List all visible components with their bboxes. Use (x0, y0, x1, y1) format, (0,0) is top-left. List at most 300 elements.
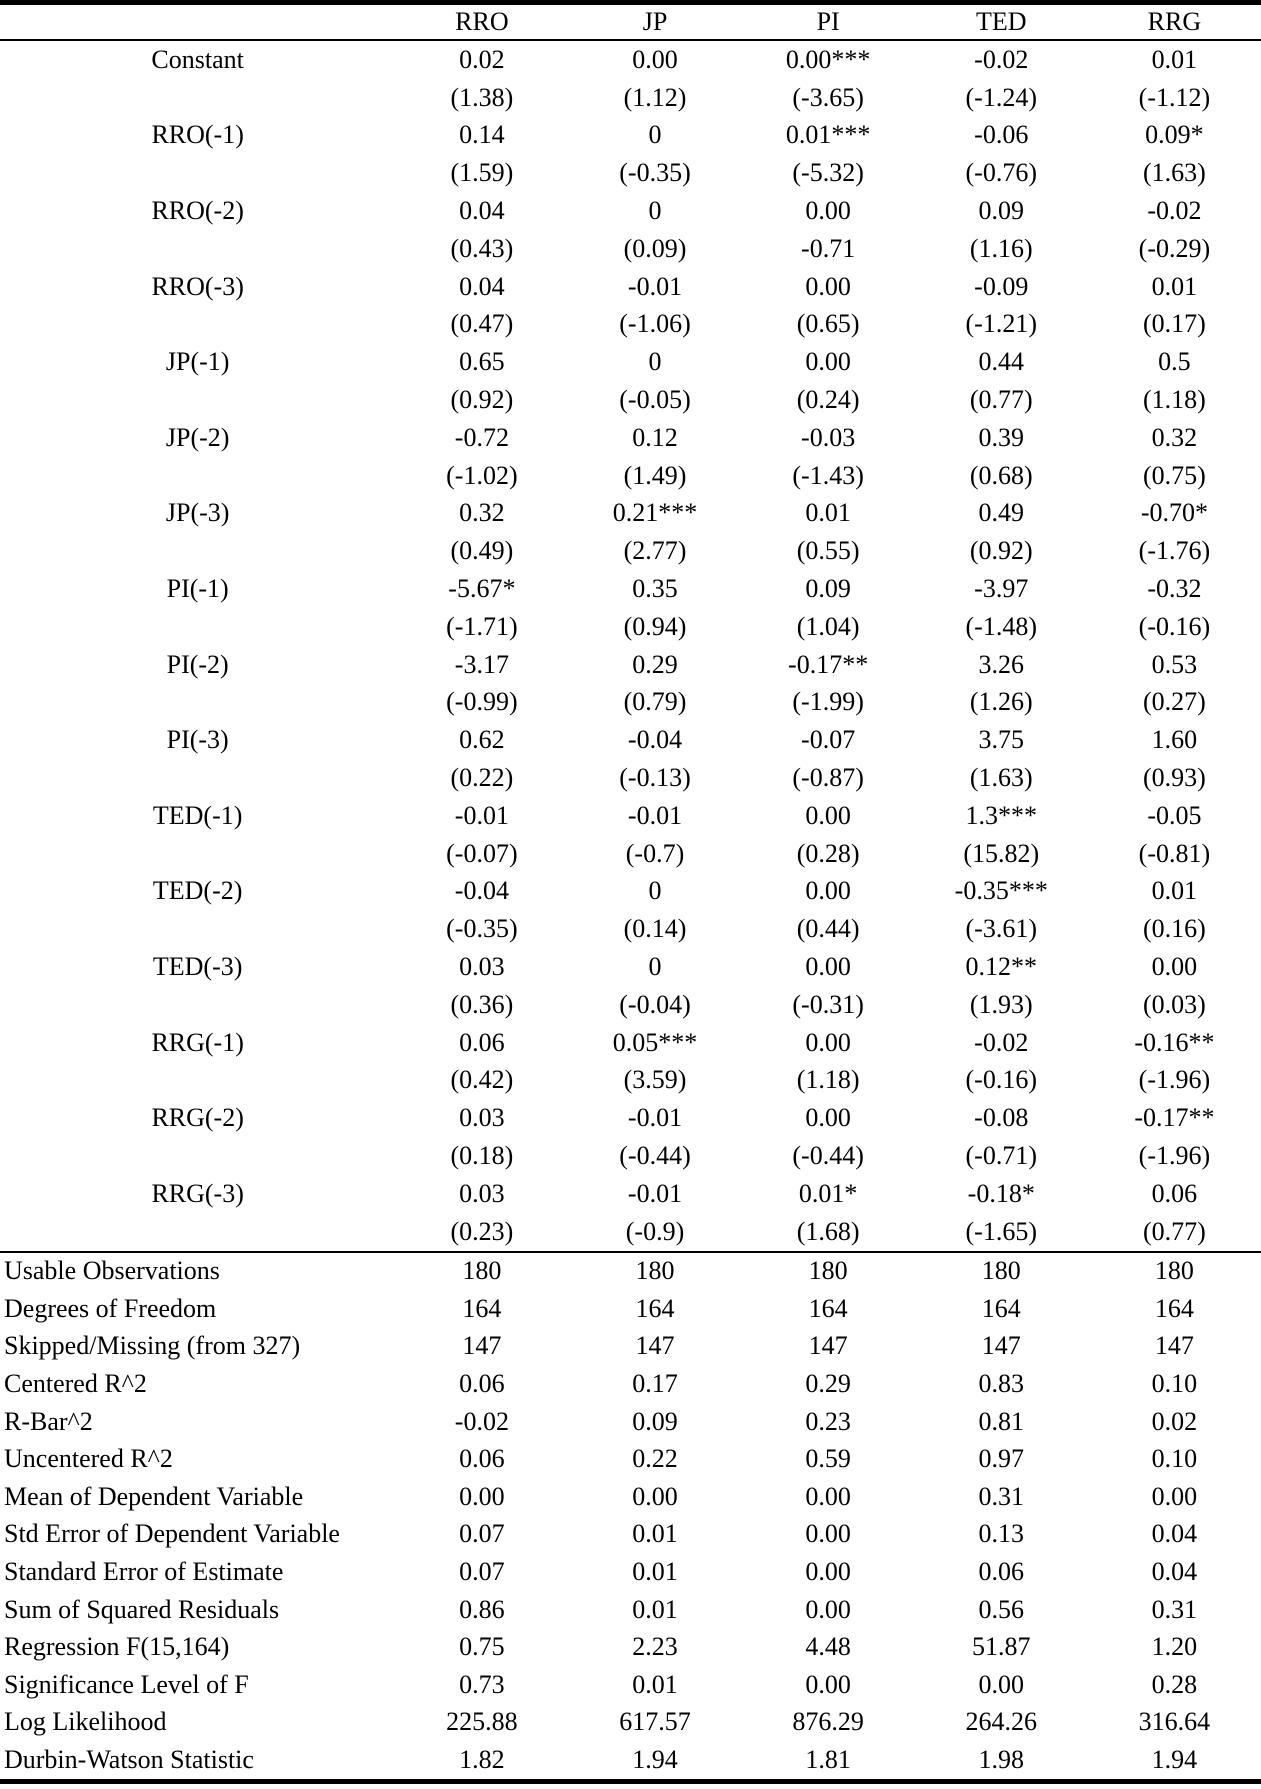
row-label: PI(-3) (166, 725, 229, 755)
summary-row (0, 1403, 1261, 1441)
summary-value-cell: 0.06 (459, 1369, 505, 1399)
tstat-row (0, 457, 1261, 495)
row-label: RRO(-1) (151, 120, 244, 150)
summary-row (0, 1478, 1261, 1516)
coefficient-row (0, 873, 1261, 911)
coefficient-cell: 0.01* (798, 1178, 858, 1208)
summary-value-cell: 0.81 (978, 1406, 1024, 1436)
row-label: TED(-3) (152, 952, 243, 982)
coefficient-cell: 0.12** (965, 952, 1037, 982)
tstat-cell: (-1.02) (446, 460, 518, 490)
tstat-cell: (-1.76) (1138, 536, 1211, 566)
row-label: JP(-3) (165, 498, 230, 528)
tstat-cell: (-1.96) (1138, 1065, 1211, 1095)
coefficient-cell: -0.70* (1140, 498, 1208, 528)
coefficient-cell: 0.00 (805, 271, 851, 301)
tstat-row (0, 608, 1261, 646)
coefficient-cell: 0.35 (632, 574, 678, 604)
tstat-cell: (-0.05) (619, 385, 691, 415)
tstat-cell: (0.16) (1142, 914, 1206, 944)
tstat-cell: (-0.81) (1138, 838, 1211, 868)
tstat-cell: (1.38) (450, 82, 514, 112)
row-label-empty (0, 532, 395, 570)
summary-value-cell: 180 (915, 1252, 1088, 1291)
tstat-cell: (-1.71) (446, 611, 518, 641)
tstat-cell: (0.44) (796, 914, 860, 944)
column-header-jp: JP (568, 3, 741, 41)
coefficient-cell: 1.60 (1151, 725, 1198, 755)
coefficient-cell: 0.09 (805, 574, 851, 604)
tstat-cell: (-0.35) (619, 158, 691, 188)
summary-value-cell: 51.87 (972, 1632, 1031, 1662)
coefficient-cell: 0.06 (459, 1027, 505, 1057)
tstat-cell: (-1.12) (1138, 82, 1211, 112)
row-label: TED(-2) (152, 876, 243, 906)
row-label-empty (0, 306, 395, 344)
row-label-empty (0, 986, 395, 1024)
row-label-empty (0, 79, 395, 117)
row-label: TED(-1) (152, 800, 243, 830)
tstat-cell: (-5.32) (792, 158, 864, 188)
tstat-cell: (-1.06) (619, 309, 691, 339)
coefficient-cell: -0.16** (1134, 1027, 1215, 1057)
summary-value-cell: 0.00 (805, 1594, 851, 1624)
summary-label: Standard Error of Estimate (4, 1557, 284, 1587)
coefficient-cell: 0.06 (1151, 1178, 1198, 1208)
summary-value-cell: 1.98 (978, 1745, 1024, 1775)
coefficient-row (0, 1024, 1261, 1062)
summary-value-cell: 0.00 (805, 1519, 851, 1549)
tstat-cell: (0.14) (623, 914, 687, 944)
summary-value-cell: 0.01 (632, 1669, 678, 1699)
summary-label: Usable Observations (0, 1252, 395, 1291)
coefficient-cell: -0.04 (627, 725, 683, 755)
tstat-cell: (-1.43) (792, 460, 864, 490)
coefficient-row (0, 192, 1261, 230)
summary-row (0, 1704, 1261, 1742)
summary-value-cell: 147 (981, 1331, 1021, 1361)
tstat-cell: (1.63) (1142, 158, 1206, 188)
tstat-row (0, 1137, 1261, 1175)
tstat-row (0, 1213, 1261, 1252)
tstat-cell: (1.04) (796, 611, 860, 641)
tstat-cell: (-0.13) (619, 763, 691, 793)
coefficient-row (0, 1175, 1261, 1213)
row-label: RRG(-3) (151, 1178, 244, 1208)
summary-value-cell: 0.29 (805, 1369, 851, 1399)
coefficient-cell: -0.01 (627, 271, 683, 301)
summary-label: Degrees of Freedom (4, 1293, 217, 1323)
summary-value-cell: 0.59 (805, 1444, 851, 1474)
tstat-cell: (1.12) (623, 82, 687, 112)
tstat-cell: (-0.99) (446, 687, 518, 717)
coefficient-row (0, 797, 1261, 835)
summary-value-cell: 164 (981, 1293, 1021, 1323)
coefficient-cell: 0.00 (632, 44, 678, 74)
row-label-empty (0, 230, 395, 268)
summary-row (0, 1440, 1261, 1478)
summary-row (0, 1252, 1261, 1291)
summary-value-cell: 0.06 (459, 1444, 505, 1474)
tstat-cell: (0.28) (796, 838, 860, 868)
row-label-empty (0, 835, 395, 873)
coefficient-cell: -0.07 (801, 725, 856, 755)
summary-value-cell: 180 (1088, 1252, 1261, 1291)
row-label-empty (0, 154, 395, 192)
tstat-cell: (0.93) (1142, 763, 1206, 793)
tstat-row (0, 532, 1261, 570)
summary-row (0, 1516, 1261, 1554)
tstat-row (0, 986, 1261, 1024)
coefficient-cell: 0.02 (459, 44, 505, 74)
coefficient-cell: 0.14 (459, 120, 505, 150)
tstat-cell: (0.24) (796, 385, 860, 415)
row-label: RRG(-2) (151, 1103, 244, 1133)
summary-value-cell: 147 (808, 1331, 848, 1361)
tstat-cell: (-0.29) (1138, 233, 1211, 263)
row-label-empty (0, 759, 395, 797)
coefficient-cell: 0.09 (978, 196, 1024, 226)
tstat-row (0, 381, 1261, 419)
summary-value-cell: 1.81 (805, 1745, 851, 1775)
coefficient-cell: 0.00 (805, 347, 851, 377)
coefficient-cell: -0.18* (967, 1178, 1035, 1208)
tstat-cell: (-0.04) (619, 989, 691, 1019)
coefficient-cell: -0.01 (454, 800, 509, 830)
coefficient-cell: 0.03 (459, 952, 505, 982)
tstat-cell: (-0.76) (965, 158, 1037, 188)
summary-value-cell: 1.20 (1151, 1632, 1198, 1662)
tstat-cell: (-0.31) (792, 989, 864, 1019)
tstat-cell: (-1.24) (965, 82, 1037, 112)
coefficient-row (0, 268, 1261, 306)
summary-value-cell: 264.26 (965, 1707, 1037, 1737)
summary-row (0, 1290, 1261, 1328)
tstat-row (0, 910, 1261, 948)
coefficient-cell: 1.3*** (965, 800, 1037, 830)
tstat-cell: (0.17) (1142, 309, 1206, 339)
coefficient-cell: 0 (648, 196, 662, 226)
summary-value-cell: 1.94 (632, 1745, 678, 1775)
summary-value-cell: 2.23 (632, 1632, 678, 1662)
coefficient-cell: 0.09* (1145, 120, 1204, 150)
coefficient-cell: 0.32 (459, 498, 505, 528)
coefficient-cell: 0.62 (459, 725, 505, 755)
summary-value-cell: 164 (635, 1293, 675, 1323)
coefficient-cell: 0.01*** (785, 120, 871, 150)
row-label-empty (0, 910, 395, 948)
coefficient-cell: 0.00 (805, 952, 851, 982)
tstat-cell: (-1.99) (792, 687, 864, 717)
coefficient-cell: 0.03 (459, 1178, 505, 1208)
summary-value-cell: 0.00 (459, 1481, 505, 1511)
tstat-cell: (0.43) (450, 233, 514, 263)
summary-value-cell: 164 (1154, 1293, 1194, 1323)
summary-row (0, 1553, 1261, 1591)
coefficient-cell: 0.00 (1151, 952, 1198, 982)
summary-row (0, 1365, 1261, 1403)
coefficient-row (0, 495, 1261, 533)
summary-value-cell: 0.56 (978, 1594, 1024, 1624)
tstat-cell: (0.36) (450, 989, 514, 1019)
summary-label: Uncentered R^2 (4, 1444, 173, 1474)
summary-value-cell: 0.31 (978, 1481, 1024, 1511)
summary-label: Std Error of Dependent Variable (4, 1519, 340, 1549)
summary-value-cell: 0.00 (805, 1481, 851, 1511)
tstat-cell: (1.26) (969, 687, 1033, 717)
summary-label: Sum of Squared Residuals (4, 1594, 280, 1624)
coefficient-cell: 0.04 (459, 271, 505, 301)
summary-value-cell: 0.00 (1151, 1481, 1198, 1511)
tstat-row (0, 306, 1261, 344)
tstat-row (0, 759, 1261, 797)
tstat-cell: (1.68) (796, 1216, 860, 1246)
tstat-cell: (1.49) (623, 460, 687, 490)
coefficient-cell: 0 (648, 952, 662, 982)
summary-value-cell: 0.97 (978, 1444, 1024, 1474)
coefficient-cell: 0.00 (805, 876, 851, 906)
summary-value-cell: 0.83 (978, 1369, 1024, 1399)
summary-label: Log Likelihood (4, 1707, 167, 1737)
summary-label: Mean of Dependent Variable (4, 1481, 304, 1511)
row-label-empty (0, 608, 395, 646)
coefficient-cell: 0.39 (978, 422, 1024, 452)
tstat-cell: (1.18) (796, 1065, 860, 1095)
coefficient-cell: 0.01 (1151, 44, 1198, 74)
summary-value-cell: 0.01 (632, 1594, 678, 1624)
summary-row (0, 1666, 1261, 1704)
coefficient-row (0, 646, 1261, 684)
tstat-cell: (-0.44) (792, 1141, 864, 1170)
summary-row (0, 1328, 1261, 1366)
tstat-cell: (-1.48) (965, 611, 1037, 641)
coefficient-cell: 3.26 (978, 649, 1024, 679)
summary-value-cell: 0.73 (459, 1669, 505, 1699)
coefficient-cell: 0.00*** (785, 44, 871, 74)
coefficient-cell: 0.5 (1158, 347, 1191, 377)
coefficient-cell: 0.12 (632, 422, 678, 452)
column-header-rrg: RRG (1088, 3, 1261, 41)
tstat-cell: (0.65) (796, 309, 860, 339)
summary-value-cell: 316.64 (1138, 1707, 1211, 1737)
column-header-ted: TED (915, 3, 1088, 41)
tstat-cell: (1.16) (969, 233, 1033, 263)
coefficient-row (0, 1099, 1261, 1137)
row-label: RRO(-2) (151, 196, 244, 226)
coefficient-cell: 0.01 (1151, 271, 1198, 301)
summary-label: R-Bar^2 (4, 1406, 93, 1436)
summary-label: Durbin-Watson Statistic (4, 1745, 254, 1775)
row-label: PI(-1) (166, 574, 229, 604)
summary-value-cell: 147 (1154, 1331, 1194, 1361)
tstat-cell: (0.09) (623, 233, 687, 263)
summary-value-cell: 0.75 (459, 1632, 505, 1662)
coefficient-row (0, 721, 1261, 759)
summary-value-cell: 0.07 (459, 1557, 505, 1587)
summary-value-cell: 0.07 (459, 1519, 505, 1549)
tstat-cell: (0.18) (450, 1141, 514, 1170)
coefficient-cell: 0.53 (1151, 649, 1198, 679)
summary-label: Significance Level of F (4, 1669, 249, 1699)
coefficient-cell: 0.04 (459, 196, 505, 226)
tstat-cell: (-0.9) (625, 1216, 685, 1246)
row-label: RRG(-1) (151, 1027, 244, 1057)
tstat-cell: (0.92) (969, 536, 1033, 566)
summary-value-cell: 180 (568, 1252, 741, 1291)
summary-value-cell: 0.10 (1151, 1369, 1198, 1399)
summary-value-cell: -0.02 (454, 1406, 509, 1436)
summary-value-cell: 0.86 (459, 1594, 505, 1624)
coefficient-cell: 0.29 (632, 649, 678, 679)
tstat-cell: -0.71 (801, 233, 856, 263)
summary-value-cell: 0.23 (805, 1406, 851, 1436)
coefficient-row (0, 419, 1261, 457)
coefficient-cell: -0.17** (788, 649, 869, 679)
coefficient-cell: 0.00 (805, 196, 851, 226)
coefficient-cell: 0.00 (805, 1103, 851, 1133)
summary-value-cell: 0.00 (632, 1481, 678, 1511)
coefficient-cell: -0.01 (627, 800, 683, 830)
coefficient-row (0, 40, 1261, 79)
summary-value-cell: 0.00 (978, 1669, 1024, 1699)
tstat-cell: (0.42) (450, 1065, 514, 1095)
tstat-cell: (3.59) (623, 1065, 687, 1095)
tstat-cell: (15.82) (963, 838, 1040, 868)
summary-value-cell: 0.09 (632, 1406, 678, 1436)
coefficient-row (0, 948, 1261, 986)
row-label: JP(-2) (165, 422, 230, 452)
tstat-cell: (-1.21) (965, 309, 1037, 339)
coefficient-cell: -0.02 (974, 1027, 1029, 1057)
summary-value-cell: 180 (742, 1252, 915, 1291)
coefficient-cell: 0.32 (1151, 422, 1198, 452)
coefficient-cell: 3.75 (978, 725, 1024, 755)
tstat-cell: (1.18) (1142, 385, 1206, 415)
coefficient-row (0, 343, 1261, 381)
column-header-pi: PI (742, 3, 915, 41)
tstat-cell: (0.27) (1142, 687, 1206, 717)
tstat-cell: (-0.16) (1138, 611, 1211, 641)
coefficient-cell: -0.06 (974, 120, 1029, 150)
row-label-empty (0, 1062, 395, 1100)
tstat-cell: (-0.16) (965, 1065, 1037, 1095)
summary-value-cell: 225.88 (446, 1707, 518, 1737)
summary-value-cell: 1.94 (1151, 1745, 1198, 1775)
summary-value-cell: 0.28 (1151, 1669, 1198, 1699)
tstat-cell: (0.55) (796, 536, 860, 566)
summary-value-cell: 0.22 (632, 1444, 678, 1474)
row-label: JP(-1) (165, 347, 230, 377)
tstat-cell: (-0.87) (792, 763, 864, 793)
summary-value-cell: 0.00 (805, 1669, 851, 1699)
summary-value-cell: 4.48 (805, 1632, 851, 1662)
summary-value-cell: 164 (808, 1293, 848, 1323)
coefficient-cell: 0.00 (805, 800, 851, 830)
tstat-cell: (0.47) (450, 309, 514, 339)
tstat-cell: (-1.96) (1138, 1141, 1211, 1170)
summary-value-cell: 1.82 (459, 1745, 505, 1775)
summary-value-cell: 0.04 (1151, 1557, 1198, 1587)
coefficient-cell: -0.35*** (954, 876, 1048, 906)
tstat-row (0, 154, 1261, 192)
tstat-cell: (0.23) (450, 1216, 514, 1246)
coefficient-cell: -3.17 (454, 649, 509, 679)
tstat-cell: (-1.65) (965, 1216, 1037, 1246)
tstat-cell: (-0.07) (446, 838, 518, 868)
tstat-cell: (0.75) (1142, 460, 1206, 490)
summary-row (0, 1591, 1261, 1629)
tstat-cell: (0.68) (969, 460, 1033, 490)
summary-label: Centered R^2 (4, 1369, 147, 1399)
coefficient-cell: -0.72 (454, 422, 509, 452)
coefficient-cell: 0.21*** (612, 498, 698, 528)
coefficient-cell: -0.02 (974, 44, 1029, 74)
row-label: Constant (151, 44, 244, 74)
coefficient-cell: -0.05 (1147, 800, 1202, 830)
tstat-cell: (0.49) (450, 536, 514, 566)
tstat-cell: (-0.7) (625, 838, 685, 868)
row-label-empty (0, 1213, 395, 1252)
summary-value-cell: 0.13 (978, 1519, 1024, 1549)
coefficient-cell: 0.01 (1151, 876, 1198, 906)
tstat-cell: (-3.61) (965, 914, 1037, 944)
tstat-cell: (1.63) (969, 763, 1033, 793)
summary-value-cell: 0.06 (978, 1557, 1024, 1587)
summary-value-cell: 0.01 (632, 1519, 678, 1549)
tstat-cell: (1.93) (969, 989, 1033, 1019)
tstat-row (0, 79, 1261, 117)
coefficient-row (0, 117, 1261, 155)
summary-value-cell: 0.17 (632, 1369, 678, 1399)
coefficient-cell: 0.05*** (612, 1027, 698, 1057)
summary-value-cell: 147 (635, 1331, 675, 1361)
tstat-cell: (1.59) (450, 158, 514, 188)
summary-value-cell: 147 (462, 1331, 502, 1361)
coefficient-cell: -0.08 (974, 1103, 1029, 1133)
summary-value-cell: 180 (395, 1252, 568, 1291)
coefficient-cell: 0 (648, 120, 662, 150)
summary-label: Skipped/Missing (from 327) (4, 1331, 301, 1361)
summary-label: Regression F(15,164) (4, 1632, 230, 1662)
tstat-cell: (0.79) (623, 687, 687, 717)
coefficient-cell: 0.01 (805, 498, 851, 528)
tstat-cell: (0.94) (623, 611, 687, 641)
summary-value-cell: 0.01 (632, 1557, 678, 1587)
coefficient-cell: 0.49 (978, 498, 1024, 528)
tstat-cell: (2.77) (623, 536, 687, 566)
coefficient-cell: -0.01 (627, 1103, 683, 1133)
tstat-row (0, 1062, 1261, 1100)
coefficient-cell: -0.32 (1147, 574, 1202, 604)
tstat-cell: (0.03) (1142, 989, 1206, 1019)
summary-row (0, 1741, 1261, 1781)
tstat-cell: (-0.44) (619, 1141, 691, 1170)
coefficient-row (0, 570, 1261, 608)
summary-value-cell: 0.00 (805, 1557, 851, 1587)
tstat-row (0, 684, 1261, 722)
tstat-cell: (-3.65) (792, 82, 864, 112)
header-empty-cell (0, 3, 395, 41)
summary-row (0, 1628, 1261, 1666)
coefficient-cell: -0.02 (1147, 196, 1202, 226)
coefficient-cell: 0.00 (805, 1027, 851, 1057)
coefficient-cell: -0.17** (1134, 1103, 1215, 1133)
tstat-cell: (0.22) (450, 763, 514, 793)
coefficient-cell: 0.03 (459, 1103, 505, 1133)
row-label-empty (0, 457, 395, 495)
row-label-empty (0, 684, 395, 722)
coefficient-cell: -0.04 (454, 876, 509, 906)
